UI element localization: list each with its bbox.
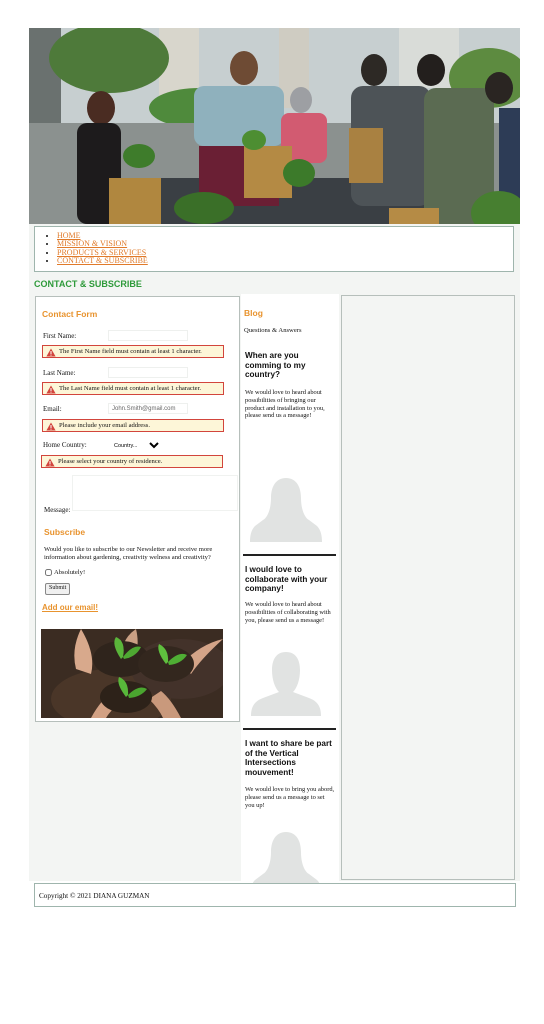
contact-form-title: Contact Form [42, 309, 98, 319]
subscribe-checkbox-row [45, 569, 85, 576]
subscribe-description: Would you like to subscribe to our Newsletter and receive more information about gardening, creativity welness and creativity? [44, 546, 213, 561]
message-textarea[interactable] [72, 475, 238, 511]
first-name-label: First Name: [43, 332, 77, 340]
email-error [42, 419, 224, 432]
nav-link-contact-subscribe[interactable]: CONTACT & SUBSCRIBE [57, 256, 148, 266]
blog-subtitle: Questions & Answers [244, 327, 302, 334]
footer [34, 883, 516, 907]
warning-triangle-icon [46, 422, 56, 431]
contact-column [35, 296, 240, 722]
post-title-1: When are you comming to my country? [245, 351, 306, 380]
country-label: Home Country: [43, 441, 87, 449]
right-panel [341, 295, 515, 880]
blog-column [241, 294, 339, 881]
blog-title: Blog [244, 308, 263, 318]
hero-image [29, 28, 520, 224]
nav-link-mission-vision[interactable]: MISSION & VISION [57, 239, 128, 249]
main-navigation [34, 226, 514, 272]
add-email-link[interactable]: Add our email! [42, 603, 99, 612]
first-name-error [42, 345, 224, 358]
last-name-error-text: The Last Name field must contain at least 1 character. [59, 385, 202, 392]
country-error [41, 455, 223, 468]
post-title-3: I want to share be part of the Vertical Intersections mouvement! [245, 739, 332, 777]
page-container [29, 28, 520, 881]
person-silhouette-icon [249, 476, 323, 542]
message-label: Message: [44, 506, 71, 514]
email-label: Email: [43, 405, 62, 413]
post-title-2: I would love to collaborate with your company! [245, 565, 328, 594]
submit-button[interactable]: Submit [45, 583, 70, 595]
post-body-2: We would love to heard about possibilities of collaborating with you, please send us a message! [245, 601, 331, 624]
email-field[interactable]: John.Smith@gmail.com [108, 403, 188, 414]
post-body-1: We would love to heard about possibilities of bringing our product and installation to you, please send us a message! [245, 389, 325, 420]
last-name-field[interactable] [108, 367, 188, 378]
country-error-text: Please select your country of residence. [58, 458, 163, 465]
subscribe-checkbox[interactable] [45, 569, 52, 576]
copyright-text: Copyright © 2021 DIANA GUZMAN [39, 892, 150, 900]
post-divider [243, 554, 336, 556]
nav-link-home[interactable]: HOME [57, 231, 81, 240]
last-name-error [42, 382, 224, 395]
warning-triangle-icon [45, 458, 55, 467]
nav-list [35, 232, 513, 266]
nav-link-products-services[interactable]: PRODUCTS & SERVICES [57, 247, 147, 257]
person-silhouette-icon [249, 650, 323, 716]
page-title: CONTACT & SUBSCRIBE [34, 279, 142, 289]
post-divider [243, 728, 336, 730]
hands-soil-image [41, 629, 223, 718]
last-name-label: Last Name: [43, 369, 76, 377]
nav-item-contact [57, 257, 513, 265]
email-error-text: Please include your email address. [59, 422, 151, 429]
country-select[interactable] [110, 440, 162, 451]
subscribe-checkbox-label: Absolutely! [54, 569, 86, 576]
warning-triangle-icon [46, 348, 56, 357]
subscribe-title: Subscribe [44, 527, 86, 537]
first-name-error-text: The First Name field must contain at least 1 character. [59, 348, 202, 355]
first-name-field[interactable] [108, 330, 188, 341]
warning-triangle-icon [46, 385, 56, 394]
post-body-3: We would love to bring you abord, please send us a message to set you up! [245, 786, 335, 809]
